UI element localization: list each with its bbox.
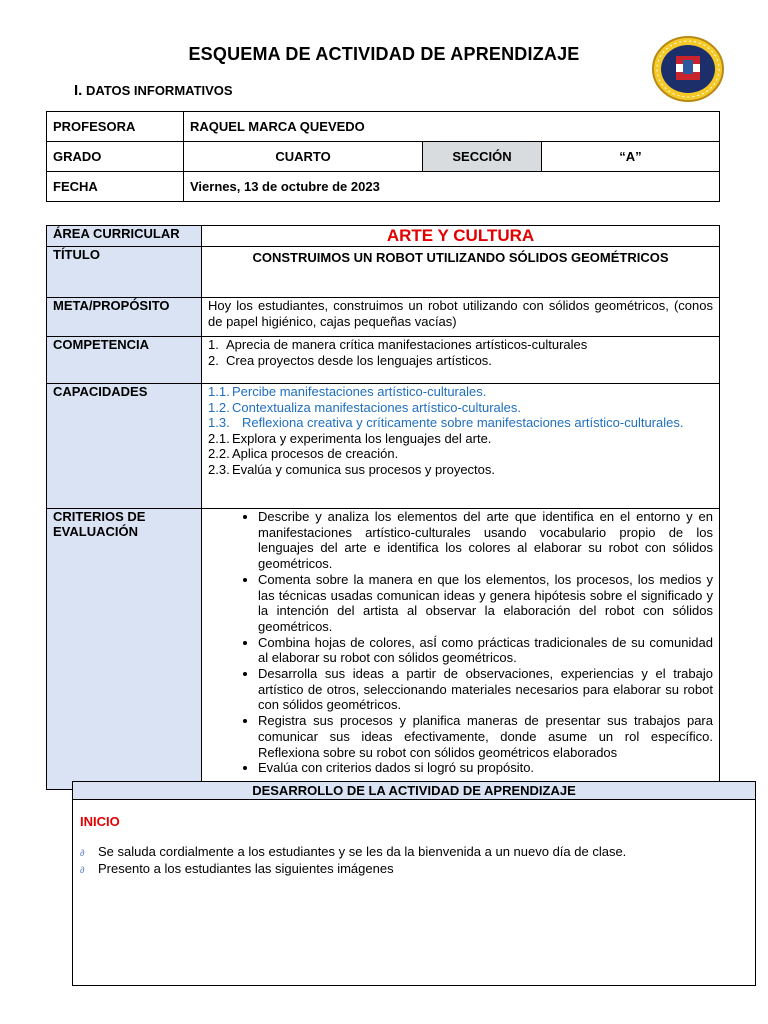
fecha-value: Viernes, 13 de octubre de 2023 (184, 172, 720, 202)
titulo-value: CONSTRUIMOS UN ROBOT UTILIZANDO SÓLIDOS GEOMÉTRICOS (202, 247, 720, 298)
meta-value: Hoy los estudiantes, construimos un robot utilizando con sólidos geométricos, (conos de papel higiénico, cajas pequeñas vacías) (202, 298, 720, 337)
list-item: 1.2. Contextualiza manifestaciones artístico-culturales. (208, 399, 522, 415)
inicio-list (80, 844, 626, 878)
grado-label: GRADO (47, 142, 184, 172)
competencia-list (202, 337, 720, 384)
seccion-label: SECCIÓN (423, 142, 542, 172)
arrow-bullet-icon: ∂ (80, 848, 85, 858)
fecha-label: FECHA (47, 172, 184, 202)
table-row (47, 384, 720, 509)
criterios-list (202, 509, 720, 790)
section-label: DATOS INFORMATIVOS (85, 83, 233, 98)
table-row (47, 142, 720, 172)
table-row (47, 509, 720, 790)
list-item: 1.3. Reflexiona creativa y críticamente sobre manifestaciones artístico-culturales. (208, 415, 684, 430)
seccion-value: “A” (542, 142, 720, 172)
table-row (47, 172, 720, 202)
list-item: 2.3. Evalúa y comunica sus procesos y proyectos. (208, 461, 496, 477)
table-row (47, 337, 720, 384)
inicio-label: INICIO (80, 814, 120, 829)
list-item: • Desarrolla sus ideas a partir de observaciones, experiencias y el trabajo artístico de otros, seleccionando materiales necesarios para elaborar su robot con sólidos geométricos. (258, 666, 713, 713)
grado-value: CUARTO (184, 142, 423, 172)
area-label: ÁREA CURRICULAR (47, 226, 202, 247)
document-title: ESQUEMA DE ACTIVIDAD DE APRENDIZAJE (188, 44, 580, 64)
desarrollo-heading: DESARROLLO DE LA ACTIVIDAD DE APRENDIZAJE (73, 782, 755, 800)
table-row (47, 226, 720, 247)
table-row (47, 112, 720, 142)
list-item: • Describe y analiza los elementos del arte que identifica en el entorno y en manifestaciones artístico-culturales usando vocabulario propio de los lenguajes del arte e identifica los colores al elaborar su robot con sólidos geométricos. (258, 509, 713, 572)
list-item: • Comenta sobre la manera en que los elementos, los procesos, los medios y las técnicas usadas comunican ideas y genera hipótesis sobre el significado y la intención del artista al observar la elaboración del robot con sólidos geométricos. (258, 572, 713, 635)
list-item: 2.2. Aplica procesos de creación. (208, 446, 399, 461)
list-item: 2.1. Explora y experimenta los lenguajes del arte. (208, 430, 492, 446)
criterios-label: CRITERIOS DE EVALUACIÓN (47, 509, 202, 790)
list-item: • Combina hojas de colores, asÍ como prácticas tradicionales de su comunidad al elaborar su robot con sólidos geométricos. (258, 635, 713, 666)
capacidades-label: CAPACIDADES (47, 384, 202, 509)
competencia-label: COMPETENCIA (47, 337, 202, 384)
list-item: • Registra sus procesos y planifica maneras de presentar sus trabajos para comunicar sus ideas efectivamente, donde asume un rol específico. Reflexiona sobre su robot con sólidos geométricos elaborados (258, 713, 713, 760)
section-heading (74, 82, 233, 99)
info-table (46, 111, 720, 202)
list-item: ∂ Se saluda cordialmente a los estudiantes y se les da la bienvenida a un nuevo día de clase. (80, 844, 627, 859)
list-item: 2. Crea proyectos desde los lenguajes artísticos. (208, 352, 492, 368)
capacidades-list (202, 384, 720, 509)
list-item: 1. Aprecia de manera crítica manifestaciones artísticos-culturales (208, 337, 588, 352)
school-seal-icon (652, 36, 724, 102)
section-number: I. (74, 82, 83, 99)
list-item: ∂ Presento a los estudiantes las siguientes imágenes (80, 861, 394, 876)
table-row (47, 247, 720, 298)
meta-label: META/PROPÓSITO (47, 298, 202, 337)
profesora-value: RAQUEL MARCA QUEVEDO (184, 112, 720, 142)
table-row (47, 298, 720, 337)
arrow-bullet-icon: ∂ (80, 865, 85, 875)
area-value: ARTE Y CULTURA (202, 226, 720, 247)
profesora-label: PROFESORA (47, 112, 184, 142)
titulo-label: TÍTULO (47, 247, 202, 298)
activity-table (46, 225, 720, 790)
list-item: • Evalúa con criterios dados si logró su propósito. (258, 760, 713, 776)
list-item: 1.1. Percibe manifestaciones artístico-culturales. (208, 384, 487, 399)
desarrollo-box (72, 781, 756, 986)
